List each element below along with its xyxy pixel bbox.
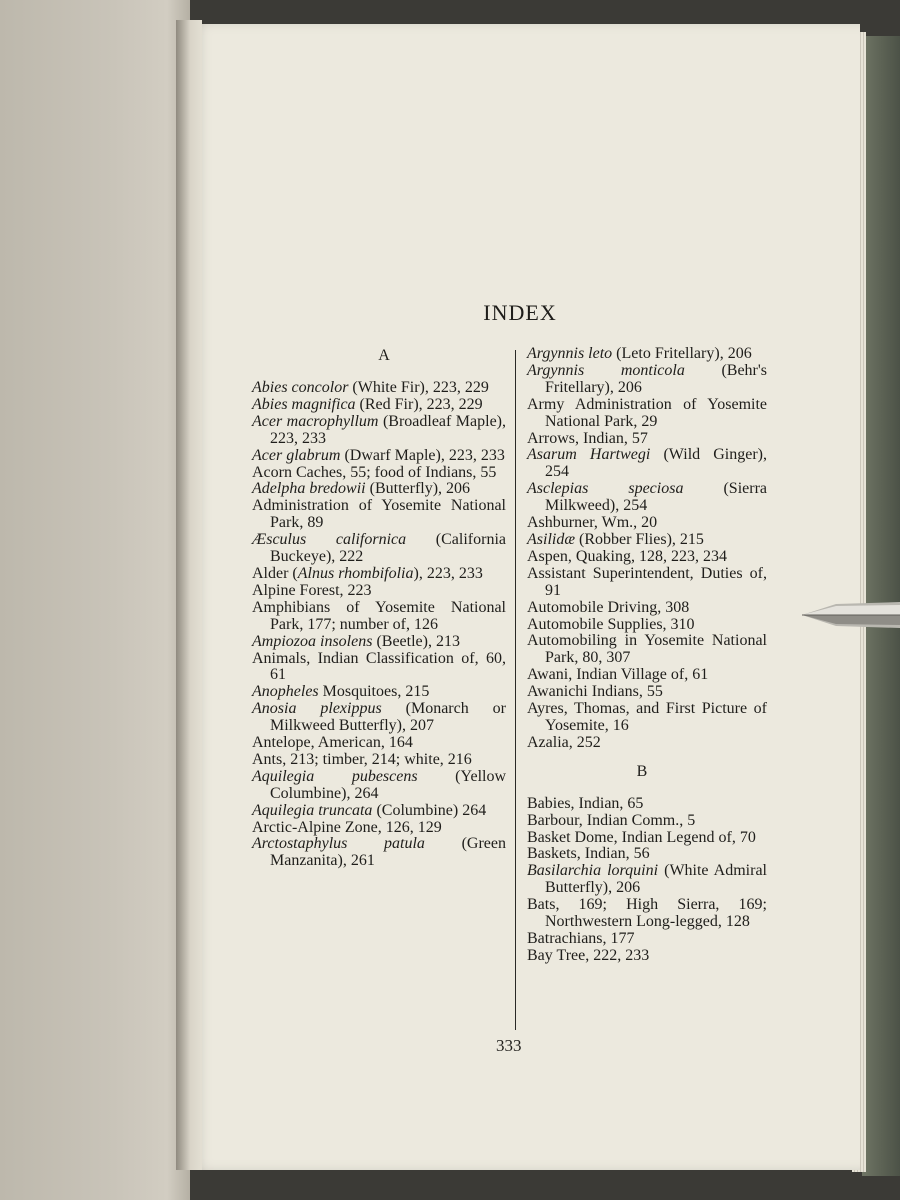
- index-entry: [252, 481, 506, 498]
- entry-text: (Dwarf Maple), 223, 233: [340, 446, 505, 464]
- entry-text: Amphibians of Yosemite National Park, 177; number of, 126: [252, 598, 506, 633]
- entry-text: Awani, Indian Village of, 61: [527, 666, 709, 684]
- entry-text: (Yellow Columbine), 264: [270, 767, 507, 802]
- section-letter-a: A: [378, 347, 390, 364]
- entry-text: Alder (: [252, 564, 298, 582]
- index-entry: [527, 667, 767, 684]
- entry-text: (Butterfly), 206: [365, 480, 471, 498]
- index-entry: [252, 634, 506, 651]
- index-entry: [527, 481, 767, 515]
- entry-latin-term: Ampiozoa insolens: [252, 632, 373, 650]
- entry-latin-term: Argynnis monticola: [527, 361, 685, 379]
- entry-text: Administration of Yosemite National Park, 89: [252, 497, 506, 532]
- entry-latin-term: Abies magnifica: [252, 395, 356, 413]
- entry-text: (Columbine) 264: [372, 801, 487, 819]
- entry-text: (Robber Flies), 215: [575, 530, 704, 548]
- index-entry: [527, 897, 767, 931]
- entry-text: Azalia, 252: [527, 733, 601, 751]
- entry-text: (Sierra Milkweed), 254: [545, 480, 768, 515]
- entry-text: Baskets, Indian, 56: [527, 845, 650, 863]
- index-entry: [252, 380, 506, 397]
- left-page: [0, 0, 190, 1200]
- index-entry: [252, 397, 506, 414]
- entry-text: Assistant Superintendent, Duties of, 91: [527, 564, 767, 599]
- section-letter-b: B: [636, 762, 648, 780]
- entry-text: (White Admiral Butterfly), 206: [545, 862, 767, 897]
- index-entry: [527, 363, 767, 397]
- entry-text: Automobile Supplies, 310: [527, 615, 695, 633]
- index-entry: [252, 684, 506, 701]
- entry-text: (Wild Ginger), 254: [545, 446, 767, 481]
- entry-latin-term: Adelpha bredowii: [252, 480, 366, 498]
- entry-text: Ashburner, Wm., 20: [527, 514, 658, 532]
- index-entry: [252, 651, 506, 685]
- letter-opener-blade: [800, 597, 900, 633]
- index-heading: INDEX: [483, 300, 557, 325]
- entry-text: (Beetle), 213: [372, 632, 460, 650]
- index-entry: [527, 447, 767, 481]
- index-entry: [527, 813, 767, 830]
- entry-text: Bay Tree, 222, 233: [527, 946, 650, 964]
- index-entry: [527, 431, 767, 448]
- entry-latin-term: Basilarchia lorquini: [527, 862, 659, 880]
- entry-latin-term: Anosia plexippus: [252, 700, 382, 718]
- entry-latin-term: Anopheles: [252, 683, 319, 701]
- entry-text: Aspen, Quaking, 128, 223, 234: [527, 547, 727, 565]
- entry-text: Automobiling in Yosemite National Park, 80, 307: [527, 632, 767, 667]
- index-entry: [527, 830, 767, 847]
- index-entry: [252, 752, 506, 769]
- index-entry: [252, 465, 506, 482]
- index-entry: [252, 498, 506, 532]
- index-entry: [252, 701, 506, 735]
- entry-text: Acorn Caches, 55; food of Indians, 55: [252, 463, 497, 481]
- index-entry: [527, 701, 767, 735]
- entry-latin-term: Aquilegia truncata: [252, 801, 373, 819]
- index-column-right: [527, 346, 767, 965]
- entry-text: Animals, Indian Classification of, 60, 61: [252, 649, 506, 684]
- index-entry: [527, 515, 767, 532]
- index-entry: [527, 600, 767, 617]
- entry-text: (Leto Fritellary), 206: [612, 345, 752, 362]
- page-number: 333: [496, 1036, 522, 1055]
- entry-text: Awanichi Indians, 55: [527, 683, 663, 701]
- entry-text: Arctic-Alpine Zone, 126, 129: [252, 818, 442, 836]
- index-entry: [252, 735, 506, 752]
- entry-text: Basket Dome, Indian Legend of, 70: [527, 828, 756, 846]
- entry-text: Automobile Driving, 308: [527, 598, 690, 616]
- entry-text: Army Administration of Yosemite National Park, 29: [527, 395, 767, 430]
- entry-latin-term: Æsculus californica: [252, 531, 407, 549]
- index-entry: [527, 684, 767, 701]
- entry-text: Arrows, Indian, 57: [527, 429, 648, 447]
- index-entry: [527, 796, 767, 813]
- entry-text: Alpine Forest, 223: [252, 581, 372, 599]
- entry-text: (White Fir), 223, 229: [348, 379, 489, 396]
- entry-latin-term: Argynnis leto: [527, 345, 613, 362]
- entry-text: Mosquitoes, 215: [318, 683, 430, 701]
- index-entry: [252, 566, 506, 583]
- index-entry: [252, 820, 506, 837]
- entry-text: Babies, Indian, 65: [527, 794, 644, 812]
- entry-list-a: [252, 380, 506, 870]
- column-divider: [515, 350, 516, 1030]
- entry-latin-term: Alnus rhombifolia: [297, 564, 414, 582]
- entry-text: Batrachians, 177: [527, 930, 635, 947]
- entry-latin-term: Acer glabrum: [252, 446, 341, 464]
- entry-text: Ayres, Thomas, and First Picture of Yosemite, 16: [527, 700, 767, 734]
- entry-latin-term: Arctostaphylus patula: [252, 835, 425, 853]
- index-entry: [527, 549, 767, 566]
- index-entry: [527, 532, 767, 549]
- entry-text: (Behr's Fritellary), 206: [545, 361, 767, 396]
- index-entry: [252, 836, 506, 870]
- book-gutter: [176, 20, 202, 1170]
- index-entry: [527, 948, 767, 965]
- index-entry: [527, 617, 767, 634]
- entry-latin-term: Acer macrophyllum: [252, 412, 379, 430]
- entry-latin-term: Asarum Hartwegi: [527, 446, 651, 464]
- index-entry: [252, 600, 506, 634]
- entry-text: (Red Fir), 223, 229: [355, 395, 483, 413]
- entry-latin-term: Aquilegia pubescens: [252, 767, 418, 785]
- index-entry: [527, 931, 767, 948]
- index-entry: [527, 846, 767, 863]
- entry-text: Barbour, Indian Comm., 5: [527, 811, 696, 829]
- entry-text: (Broadleaf Maple), 223, 233: [270, 412, 507, 447]
- entry-latin-term: Asilidæ: [527, 530, 576, 548]
- index-entry: [527, 633, 767, 667]
- entry-text: Antelope, American, 164: [252, 734, 413, 752]
- section-gap: [527, 752, 767, 762]
- index-entry: [527, 346, 767, 363]
- entry-text: Ants, 213; timber, 214; white, 216: [252, 750, 472, 768]
- index-entry: [252, 803, 506, 820]
- entry-text: ), 223, 233: [413, 564, 483, 582]
- entry-latin-term: Asclepias speciosa: [527, 480, 684, 498]
- index-entry: [252, 448, 506, 465]
- index-entry: [527, 863, 767, 897]
- index-entry: [527, 397, 767, 431]
- index-entry: [252, 769, 506, 803]
- entry-latin-term: Abies concolor: [252, 379, 349, 396]
- entry-text: (California Buckeye), 222: [270, 531, 506, 566]
- index-column-left: [252, 346, 506, 870]
- entry-text: Bats, 169; High Sierra, 169; Northwestern Long-legged, 128: [527, 896, 767, 931]
- index-entry: [252, 583, 506, 600]
- entry-text: (Green Manzanita), 261: [270, 835, 506, 870]
- index-entry: [527, 566, 767, 600]
- index-entry: [527, 735, 767, 752]
- entry-text: (Monarch or Milkweed Butterfly), 207: [270, 700, 506, 735]
- entry-list-a-continued: [527, 346, 767, 752]
- index-entry: [252, 532, 506, 566]
- entry-list-b: [527, 796, 767, 965]
- index-entry: [252, 414, 506, 448]
